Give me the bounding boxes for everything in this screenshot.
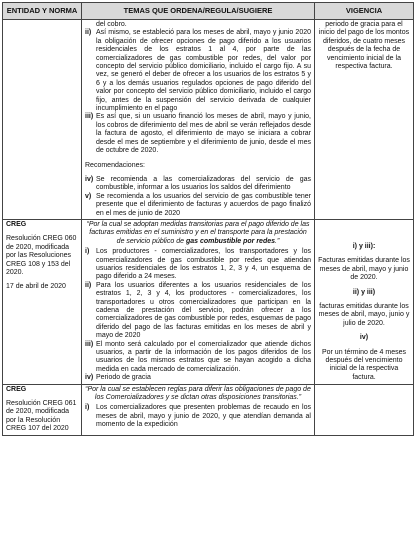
intro-quote	[85, 221, 311, 246]
intro-bold-text: gas combustible por redes	[185, 237, 276, 245]
vigencia-heading: iv)	[359, 334, 369, 342]
entity-name: CREG	[6, 385, 27, 393]
list-item	[85, 113, 311, 155]
entity-cell	[3, 20, 82, 220]
item-text: Los productores - comercializadores, los transportadores y los comercializadores de gas combustible por redes que atiendan usuarios residenciales de los estratos 1, 2, 3 y 4, un esquema de pago diferido a 24 meses.	[96, 248, 311, 281]
intro-quote: “Por la cual se establecen reglas para diferir las obligaciones de pago de los Comercializadores y se dictan otras disposiciones transitorias.”	[85, 385, 311, 402]
item-text: Se recomienda a los usuarios del servicio de gas combustible tener presente que el diferimiento de facturas y acuerdos de pago finalizó en el mes de junio de 2020	[96, 192, 311, 217]
item-text: Periodo de gracia	[96, 374, 151, 382]
table-row	[3, 384, 414, 435]
vigencia-cell	[315, 219, 414, 384]
recommendations-label: Recomendaciones:	[85, 161, 145, 169]
vigencia-heading: i) y iii):	[352, 242, 376, 250]
header-vigencia: VIGENCIA	[315, 3, 414, 20]
intro-end: .”	[275, 237, 280, 245]
entity-cell	[3, 219, 82, 384]
list-item	[85, 193, 311, 218]
item-text: Los comercializadores que presenten problemas de recaudo en los meses de abril, mayo y junio de 2020, y que atendían demanda al momento de la expedición	[96, 404, 311, 429]
item-number	[85, 21, 96, 29]
list-item	[85, 21, 311, 29]
list-item	[85, 176, 311, 193]
item-text: Es así que, si un usuario financió los meses de abril, mayo y junio, los cobros de diferimiento del mes de abril se verán reflejados desde la factura de agosto, el diferimiento de mayo se iniciara a cobrar desde el mes de septiembre y el diferimiento de junio, desde el mes de octubre de 2020.	[96, 113, 311, 155]
header-temas: TEMAS QUE ORDENA/REGULA/SUGIERE	[82, 3, 315, 20]
list-item	[85, 374, 311, 382]
item-number: v)	[85, 192, 92, 200]
table-row	[3, 219, 414, 384]
vigencia-text: facturas emitidas durante los meses de abril, mayo, junio y julio de 2020.	[318, 302, 410, 327]
vigencia-cell	[315, 20, 414, 220]
header-row	[3, 3, 414, 20]
item-number: ii)	[85, 281, 92, 289]
header-entidad: ENTIDAD Y NORMA	[3, 3, 82, 20]
regulation-table	[2, 2, 414, 436]
norm-date: 17 de abril de 2020	[6, 283, 66, 291]
list-item	[85, 341, 311, 375]
item-text: Para los usuarios diferentes a los usuarios residenciales de los estratos 1, 2, 3 y 4, los productores - comercializadores, los transportadores u otros comercializadores que participan en la cadena de prestación del servicio, podrán ofrecer a los comercializadores de gas combustible por redes, esquemas de pago diferido del pago de las facturas emitidas en los meses de abril y mayo de 2020	[96, 281, 311, 340]
item-text: del cobro.	[96, 21, 127, 28]
topics-cell	[82, 384, 315, 435]
item-text: Así mismo, se estableció para los meses de abril, mayo y junio 2020 la obligación de ofrecer opciones de pago diferido a los usuarios residenciales de los estratos 1 al 4, por parte de las comercializadores de gas combustible por redes, del valor por concepto del servicio público domiciliario, incluido el cargo fijo. A su vez, se generó el deber de ofrecer a los usuarios de los estratos 5 y 6 y a los demás usuarios regulados opciones de pago diferido del valor por concepto del servicio público domiciliario, incluido el cargo fijo, antes de la suspensión del servicio derivada de cualquier incumplimiento en el pago	[96, 29, 311, 113]
list-item	[85, 404, 311, 429]
norm-text: Resolución CREG 060 de 2020, modificada por las Resoluciones CREG 108 y 153 del 2020.	[6, 235, 77, 276]
item-text: Se recomienda a las comercializadoras del servicio de gas combustible, informar a los usuarios los saldos del diferimiento	[96, 175, 311, 192]
vigencia-heading: ii) y iii)	[352, 288, 376, 296]
item-text: El monto será calculado por el comercializador que atiende dichos usuarios, a partir de la información de los pagos diferidos de los usuarios de los mismos estratos que se hayan acogido a dicha medida en cada mercado de comercialización.	[96, 340, 311, 373]
list-item	[85, 282, 311, 341]
vigencia-cell	[315, 384, 414, 435]
norm-text: Resolución CREG 061 de 2020, modificada por la Resolución CREG 107 del 2020	[6, 400, 77, 433]
entity-name: CREG	[6, 220, 27, 228]
vigencia-text: periodo de gracia para el inicio del pago de los montos diferidos, de cuatro meses después de la fecha de vencimiento inicial de la respectiva factura.	[318, 21, 410, 71]
item-number: i)	[85, 404, 90, 412]
item-number: ii)	[85, 29, 92, 37]
list-item	[85, 248, 311, 282]
vigencia-text: Por un término de 4 meses después del vencimiento inicial de la respectiva factura.	[321, 348, 407, 381]
vigencia-text: Facturas emitidas durante los meses de abril, mayo y junio de 2020.	[318, 257, 410, 282]
item-number: i)	[85, 248, 90, 256]
entity-cell	[3, 384, 82, 435]
item-number: iv)	[85, 374, 94, 382]
item-number: iii)	[85, 113, 94, 121]
item-number: iii)	[85, 340, 94, 348]
topics-cell	[82, 219, 315, 384]
topics-cell	[82, 20, 315, 220]
item-number: iv)	[85, 175, 94, 183]
table-row	[3, 20, 414, 220]
list-item	[85, 29, 311, 113]
intro-text: “Por la cual se adoptan medidas transitorias para el pago diferido de las facturas emitidas en el suministro y en el transporte para la prestación de servicio público de	[86, 220, 310, 245]
